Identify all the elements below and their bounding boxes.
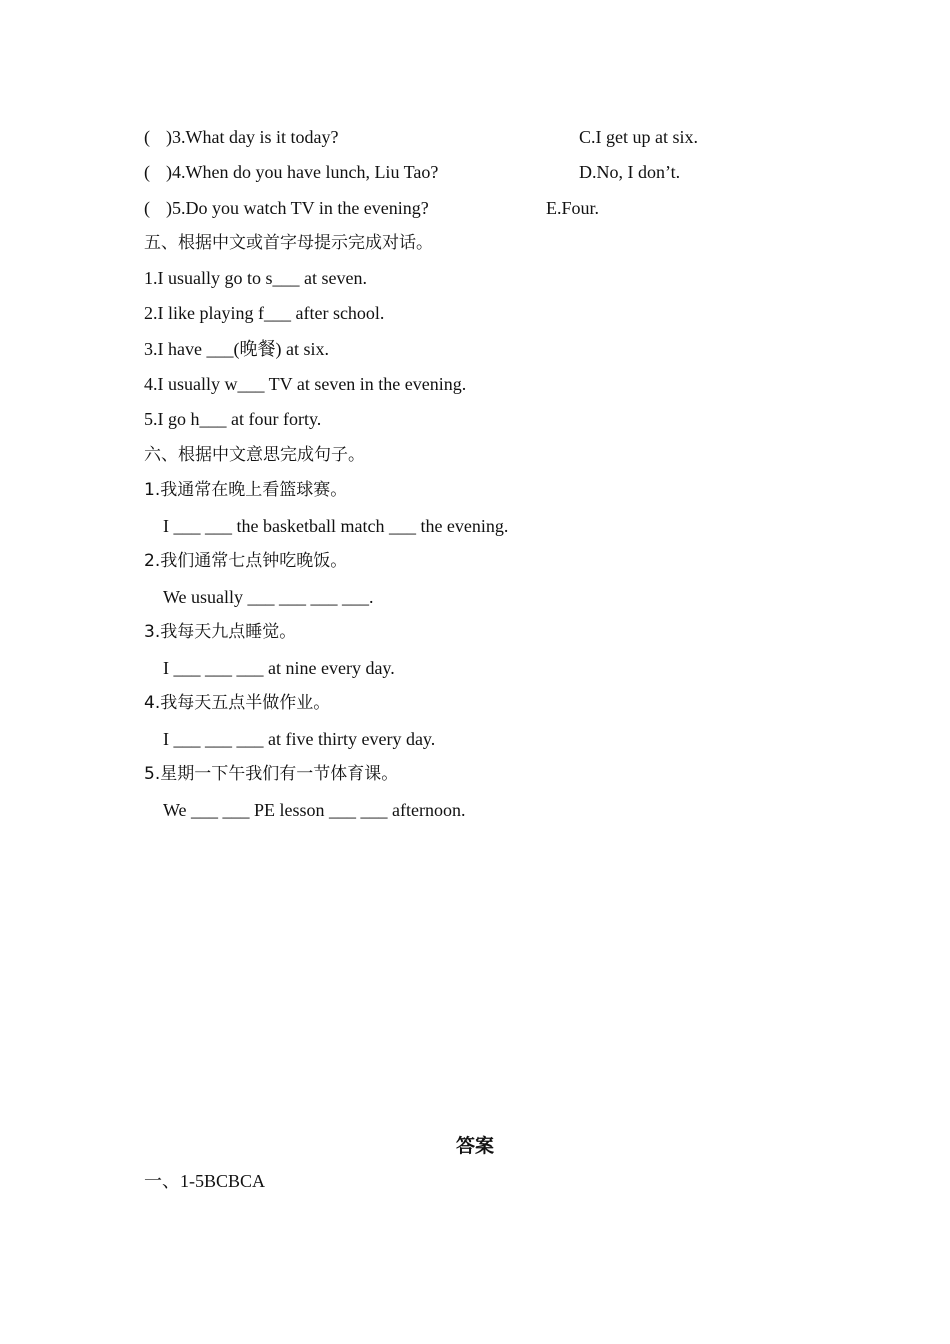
section-6-heading: 六、根据中文意思完成句子。 (144, 445, 365, 465)
section-6-answer-line: We ___ ___ PE lesson ___ ___ afternoon. (163, 800, 466, 820)
answers-title: 答案 (455, 1135, 494, 1157)
section-6-answer-line: We usually ___ ___ ___ ___. (163, 587, 374, 607)
section-6-prompt: 4.我每天五点半做作业。 (144, 693, 331, 713)
matching-option-c: C.I get up at six. (579, 127, 698, 147)
section-6-prompt: 5.星期一下午我们有一节体育课。 (144, 764, 399, 784)
section-6-prompt: 3.我每天九点睡觉。 (144, 622, 297, 642)
matching-question-5: ( )5.Do you watch TV in the evening? (144, 198, 429, 218)
section-6-prompt: 2.我们通常七点钟吃晚饭。 (144, 551, 348, 571)
section-5-item: 1.I usually go to s___ at seven. (144, 268, 367, 288)
section-5-item: 2.I like playing f___ after school. (144, 303, 385, 323)
section-6-answer-line: I ___ ___ the basketball match ___ the evening. (163, 516, 509, 536)
matching-question-4: ( )4.When do you have lunch, Liu Tao? (144, 162, 439, 182)
matching-question-3: ( )3.What day is it today? (144, 127, 339, 147)
section-6-prompt: 1.我通常在晚上看篮球赛。 (144, 480, 348, 500)
matching-option-e: E.Four. (546, 198, 600, 218)
section-5-item: 4.I usually w___ TV at seven in the evening. (144, 374, 467, 394)
matching-option-d: D.No, I don’t. (579, 162, 681, 182)
section-6-answer-line: I ___ ___ ___ at nine every day. (163, 658, 395, 678)
section-6-answer-line: I ___ ___ ___ at five thirty every day. (163, 729, 436, 749)
section-5-heading: 五、根据中文或首字母提示完成对话。 (144, 233, 433, 253)
answers-line-1: 一、1-5BCBCA (144, 1171, 266, 1191)
section-5-item: 5.I go h___ at four forty. (144, 409, 322, 429)
section-5-item: 3.I have ___(晚餐) at six. (144, 339, 329, 359)
